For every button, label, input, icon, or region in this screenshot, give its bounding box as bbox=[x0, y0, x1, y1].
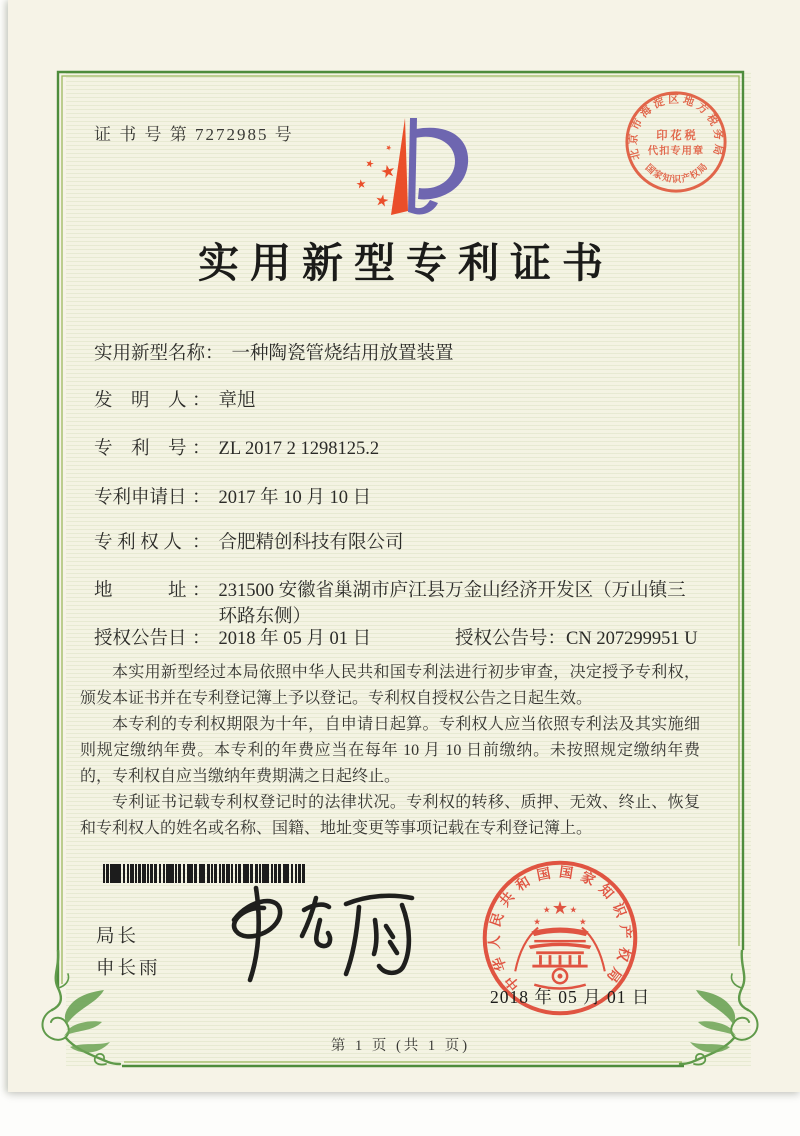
seal-date: 2018 年 05 月 01 日 bbox=[490, 987, 651, 1007]
field-label: 地 址 bbox=[94, 581, 187, 601]
seal-ring-text: 中华人民共和国国家知识产权局 bbox=[486, 864, 634, 994]
colon: ： bbox=[192, 439, 211, 459]
legal-paragraph: 本实用新型经过本局依照中华人民共和国专利法进行初步审查，决定授予专利权，颁发本证书并在专利登记簿上予以登记。专利权自授权公告之日起生效。 bbox=[80, 664, 700, 707]
field-row-grant-date bbox=[94, 624, 371, 650]
tax-stamp-arc-top: 北京市海淀区地方税务局 bbox=[627, 93, 725, 162]
field-row-patent-no bbox=[94, 434, 379, 460]
field-value: 2017 年 10 月 10 日 bbox=[218, 488, 372, 508]
field-value: 231500 安徽省巢湖市庐江县万金山经济开发区（万山镇三环路东侧） bbox=[218, 581, 686, 627]
field-row-filing-date bbox=[94, 483, 371, 509]
star-icon: ★ bbox=[363, 158, 376, 171]
star-icon: ★ bbox=[384, 142, 394, 153]
signature-icon bbox=[216, 880, 420, 988]
colon: ： bbox=[205, 344, 224, 364]
field-label: 专 利 权 人 bbox=[94, 533, 182, 553]
legal-text bbox=[80, 660, 700, 842]
legal-paragraph: 专利证书记载专利权登记时的法律状况。专利权的转移、质押、无效、终止、恢复和专利权人的姓名或名称、国籍、地址变更等事项记载在专利登记簿上。 bbox=[80, 794, 700, 837]
colon: ： bbox=[192, 533, 211, 553]
cnipa-logo-icon bbox=[318, 104, 488, 236]
svg-text:国家知识产权局 bbox=[643, 161, 711, 185]
field-value: ZL 2017 2 1298125.2 bbox=[218, 439, 380, 459]
colon: ： bbox=[192, 581, 211, 601]
star-icon: ★ bbox=[373, 189, 391, 212]
field-label: 实用新型名称 bbox=[94, 344, 206, 364]
star-icon: ★ bbox=[378, 160, 398, 184]
field-label: 专利申请日 bbox=[94, 488, 187, 508]
national-emblem-icon bbox=[515, 898, 605, 988]
field-value: CN 207299951 U bbox=[566, 629, 698, 649]
field-row-grant-no bbox=[455, 624, 698, 650]
tax-stamp bbox=[622, 88, 730, 196]
colon: ： bbox=[192, 488, 211, 508]
field-row-inventor bbox=[94, 386, 256, 412]
signer-title: 局长 bbox=[96, 927, 140, 947]
certificate-title: 实用新型专利证书 bbox=[198, 240, 614, 286]
page-indicator: 第 1 页 (共 1 页) bbox=[330, 1038, 471, 1054]
field-row-address bbox=[94, 576, 697, 628]
tax-stamp-center-line1: 印 花 税 bbox=[656, 130, 696, 143]
field-value: 章旭 bbox=[218, 391, 256, 411]
flourish-corner-icon bbox=[660, 950, 760, 1078]
star-icon: ★ bbox=[542, 905, 551, 916]
field-label: 授权公告日 bbox=[94, 629, 187, 649]
certificate-number: 证 书 号 第 7272985 号 bbox=[94, 125, 294, 144]
field-label: 专 利 号 bbox=[94, 439, 187, 459]
star-icon: ★ bbox=[354, 176, 368, 192]
star-icon: ★ bbox=[579, 917, 587, 928]
tax-stamp-arc-bottom: 国家知识产权局 bbox=[642, 161, 711, 186]
field-label: 授权公告号 bbox=[455, 629, 548, 649]
star-icon: ★ bbox=[551, 898, 569, 920]
field-value: 合肥精创科技有限公司 bbox=[218, 533, 404, 553]
field-label: 发 明 人 bbox=[94, 391, 187, 411]
tax-stamp-center-line2: 代扣专用章 bbox=[647, 145, 705, 157]
field-value: 一种陶瓷管烧结用放置装置 bbox=[231, 344, 454, 364]
legal-paragraph: 本专利的专利权期限为十年，自申请日起算。专利权人应当依照专利法及其实施细则规定缴纳年费。本专利的年费应当在每年 10 月 10 日前缴纳。未按照规定缴纳年费的，专利权自应当缴纳年费期满之日起终止。 bbox=[80, 716, 700, 785]
colon: ： bbox=[192, 391, 211, 411]
field-value: 2018 年 05 月 01 日 bbox=[218, 629, 372, 649]
field-row-name bbox=[94, 339, 454, 365]
colon: ： bbox=[547, 629, 567, 649]
field-row-patentee bbox=[94, 528, 404, 554]
star-icon: ★ bbox=[569, 905, 578, 916]
colon: ： bbox=[192, 629, 211, 649]
signer-name: 申长雨 bbox=[96, 959, 161, 979]
star-icon: ★ bbox=[533, 917, 541, 928]
